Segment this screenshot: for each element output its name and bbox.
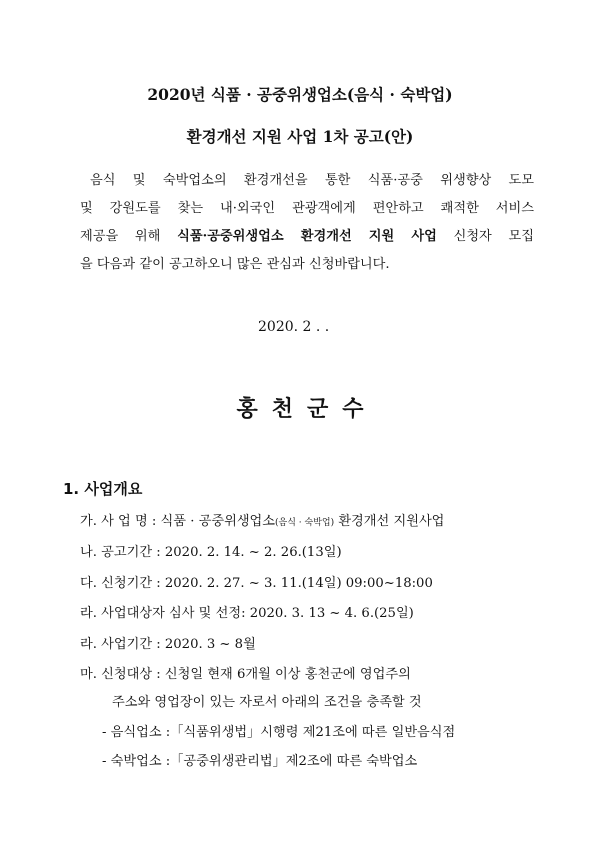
item-project-name-sub: (음식 · 숙박업): [275, 518, 335, 528]
item-project-name-text: 가. 사 업 명 : 식품 · 공중위생업소: [80, 514, 276, 529]
doc-title-line1: 2020년 식품 · 공중위생업소(음식 · 숙박업): [147, 85, 453, 104]
intro-line-4: 을 다음과 같이 공고하오니 많은 관심과 신청바랍니다.: [80, 257, 390, 272]
item-application-period: 다. 신청기간 : 2020. 2. 27. ~ 3. 11.(14일) 09:00~18:00: [80, 576, 433, 591]
intro-line-3: [80, 223, 534, 251]
item-project-name-tail: 환경개선 지원사업: [334, 514, 445, 529]
item-restaurant-condition: - 음식업소 :「식품위생법」시행령 제21조에 따른 일반음식점: [102, 725, 456, 740]
intro-line-3-post: 신청자 모집: [436, 229, 534, 244]
intro-bold-project-name: 식품·공중위생업소 환경개선 지원 사업: [177, 229, 437, 244]
announcement-date: 2020. 2 . .: [258, 319, 330, 335]
item-project-name: [80, 510, 444, 529]
item-notice-period: 나. 공고기간 : 2020. 2. 14. ~ 2. 26.(13일): [80, 545, 342, 560]
intro-line-3-pre: 제공을 위해: [80, 229, 178, 244]
issuer-name: 홍천군수: [236, 396, 378, 422]
item-lodging-condition: - 숙박업소 :「공중위생관리법」제2조에 따른 숙박업소: [102, 754, 418, 769]
intro-line-1: 음식 및 숙박업소의 환경개선을 통한 식품·공중 위생향상 도모: [90, 173, 534, 188]
item-eligibility: 마. 신청대상 : 신청일 현재 6개월 이상 홍천군에 영업주의: [80, 667, 411, 682]
item-project-period: 라. 사업기간 : 2020. 3 ~ 8월: [80, 637, 256, 652]
intro-line-2: 및 강원도를 찾는 내·외국인 관광객에게 편안하고 쾌적한 서비스: [80, 201, 534, 216]
doc-title-line2: 환경개선 지원 사업 1차 공고(안): [186, 127, 414, 146]
section-heading: 1. 사업개요: [63, 480, 143, 498]
item-eligibility-cont: 주소와 영업장이 있는 자로서 아래의 조건을 충족할 것: [112, 695, 422, 710]
item-review-selection: 라. 사업대상자 심사 및 선정: 2020. 3. 13 ~ 4. 6.(25일): [80, 606, 414, 621]
intro-paragraph: [80, 167, 534, 279]
